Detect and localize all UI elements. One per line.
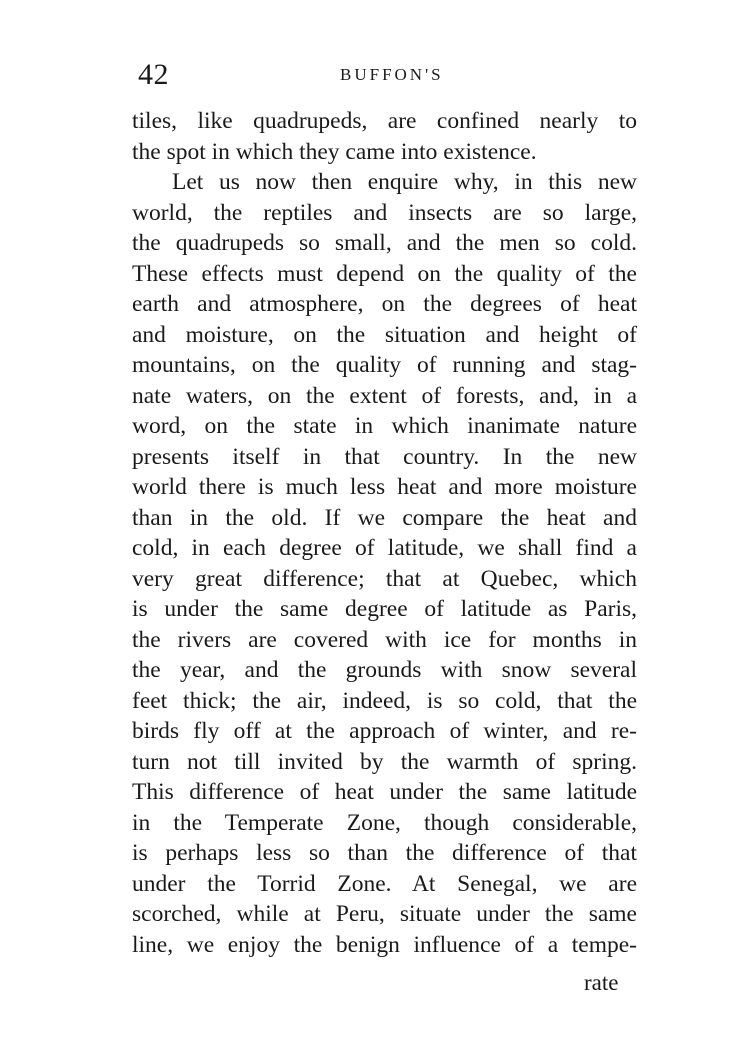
text-line: is under the same degree of latitude as Paris, (132, 596, 637, 622)
text-line: birds fly off at the approach of winter, and re- (132, 718, 637, 744)
text-line: tiles, like quadrupeds, are confined nearly to (132, 108, 637, 134)
text-line: feet thick; the air, indeed, is so cold, that the (132, 687, 637, 714)
text-line: the spot in which they came into existence. (132, 138, 537, 165)
text-line: turn not till invited by the warmth of spring. (132, 748, 637, 775)
text-line: world, the reptiles and insects are so large, (132, 199, 637, 226)
text-line: This difference of heat under the same latitude (132, 779, 637, 805)
text-line: very great difference; that at Quebec, which (132, 565, 637, 592)
text-line: scorched, while at Peru, situate under the same (132, 901, 637, 927)
body-text (132, 106, 637, 960)
text-line: line, we enjoy the benign influence of a tempe- (132, 931, 637, 958)
text-line: These effects must depend on the quality of the (132, 260, 637, 287)
text-line: the quadrupeds so small, and the men so cold. (132, 230, 637, 256)
text-line: the year, and the grounds with snow several (132, 657, 637, 683)
text-line: nate waters, on the extent of forests, and, in a (132, 382, 637, 409)
text-line: than in the old. If we compare the heat and (132, 504, 637, 531)
text-line: in the Temperate Zone, though considerable, (132, 809, 637, 836)
text-line: world there is much less heat and more moisture (132, 474, 637, 500)
text-line: Let us now then enquire why, in this new (172, 169, 637, 195)
text-line: the rivers are covered with ice for months in (132, 626, 637, 653)
text-line: is perhaps less so than the difference of that (132, 840, 637, 866)
page-number: 42 (138, 58, 169, 91)
catchword: rate (584, 970, 619, 995)
text-line: presents itself in that country. In the new (132, 443, 637, 470)
text-line: and moisture, on the situation and height of (132, 321, 637, 348)
text-line: mountains, on the quality of running and stag- (132, 352, 637, 378)
text-line: earth and atmosphere, on the degrees of heat (132, 291, 637, 317)
running-head: BUFFON'S (340, 65, 444, 84)
text-line: cold, in each degree of latitude, we shall find a (132, 535, 637, 561)
text-line: under the Torrid Zone. At Senegal, we are (132, 870, 637, 897)
text-line: word, on the state in which inanimate nature (132, 413, 637, 439)
